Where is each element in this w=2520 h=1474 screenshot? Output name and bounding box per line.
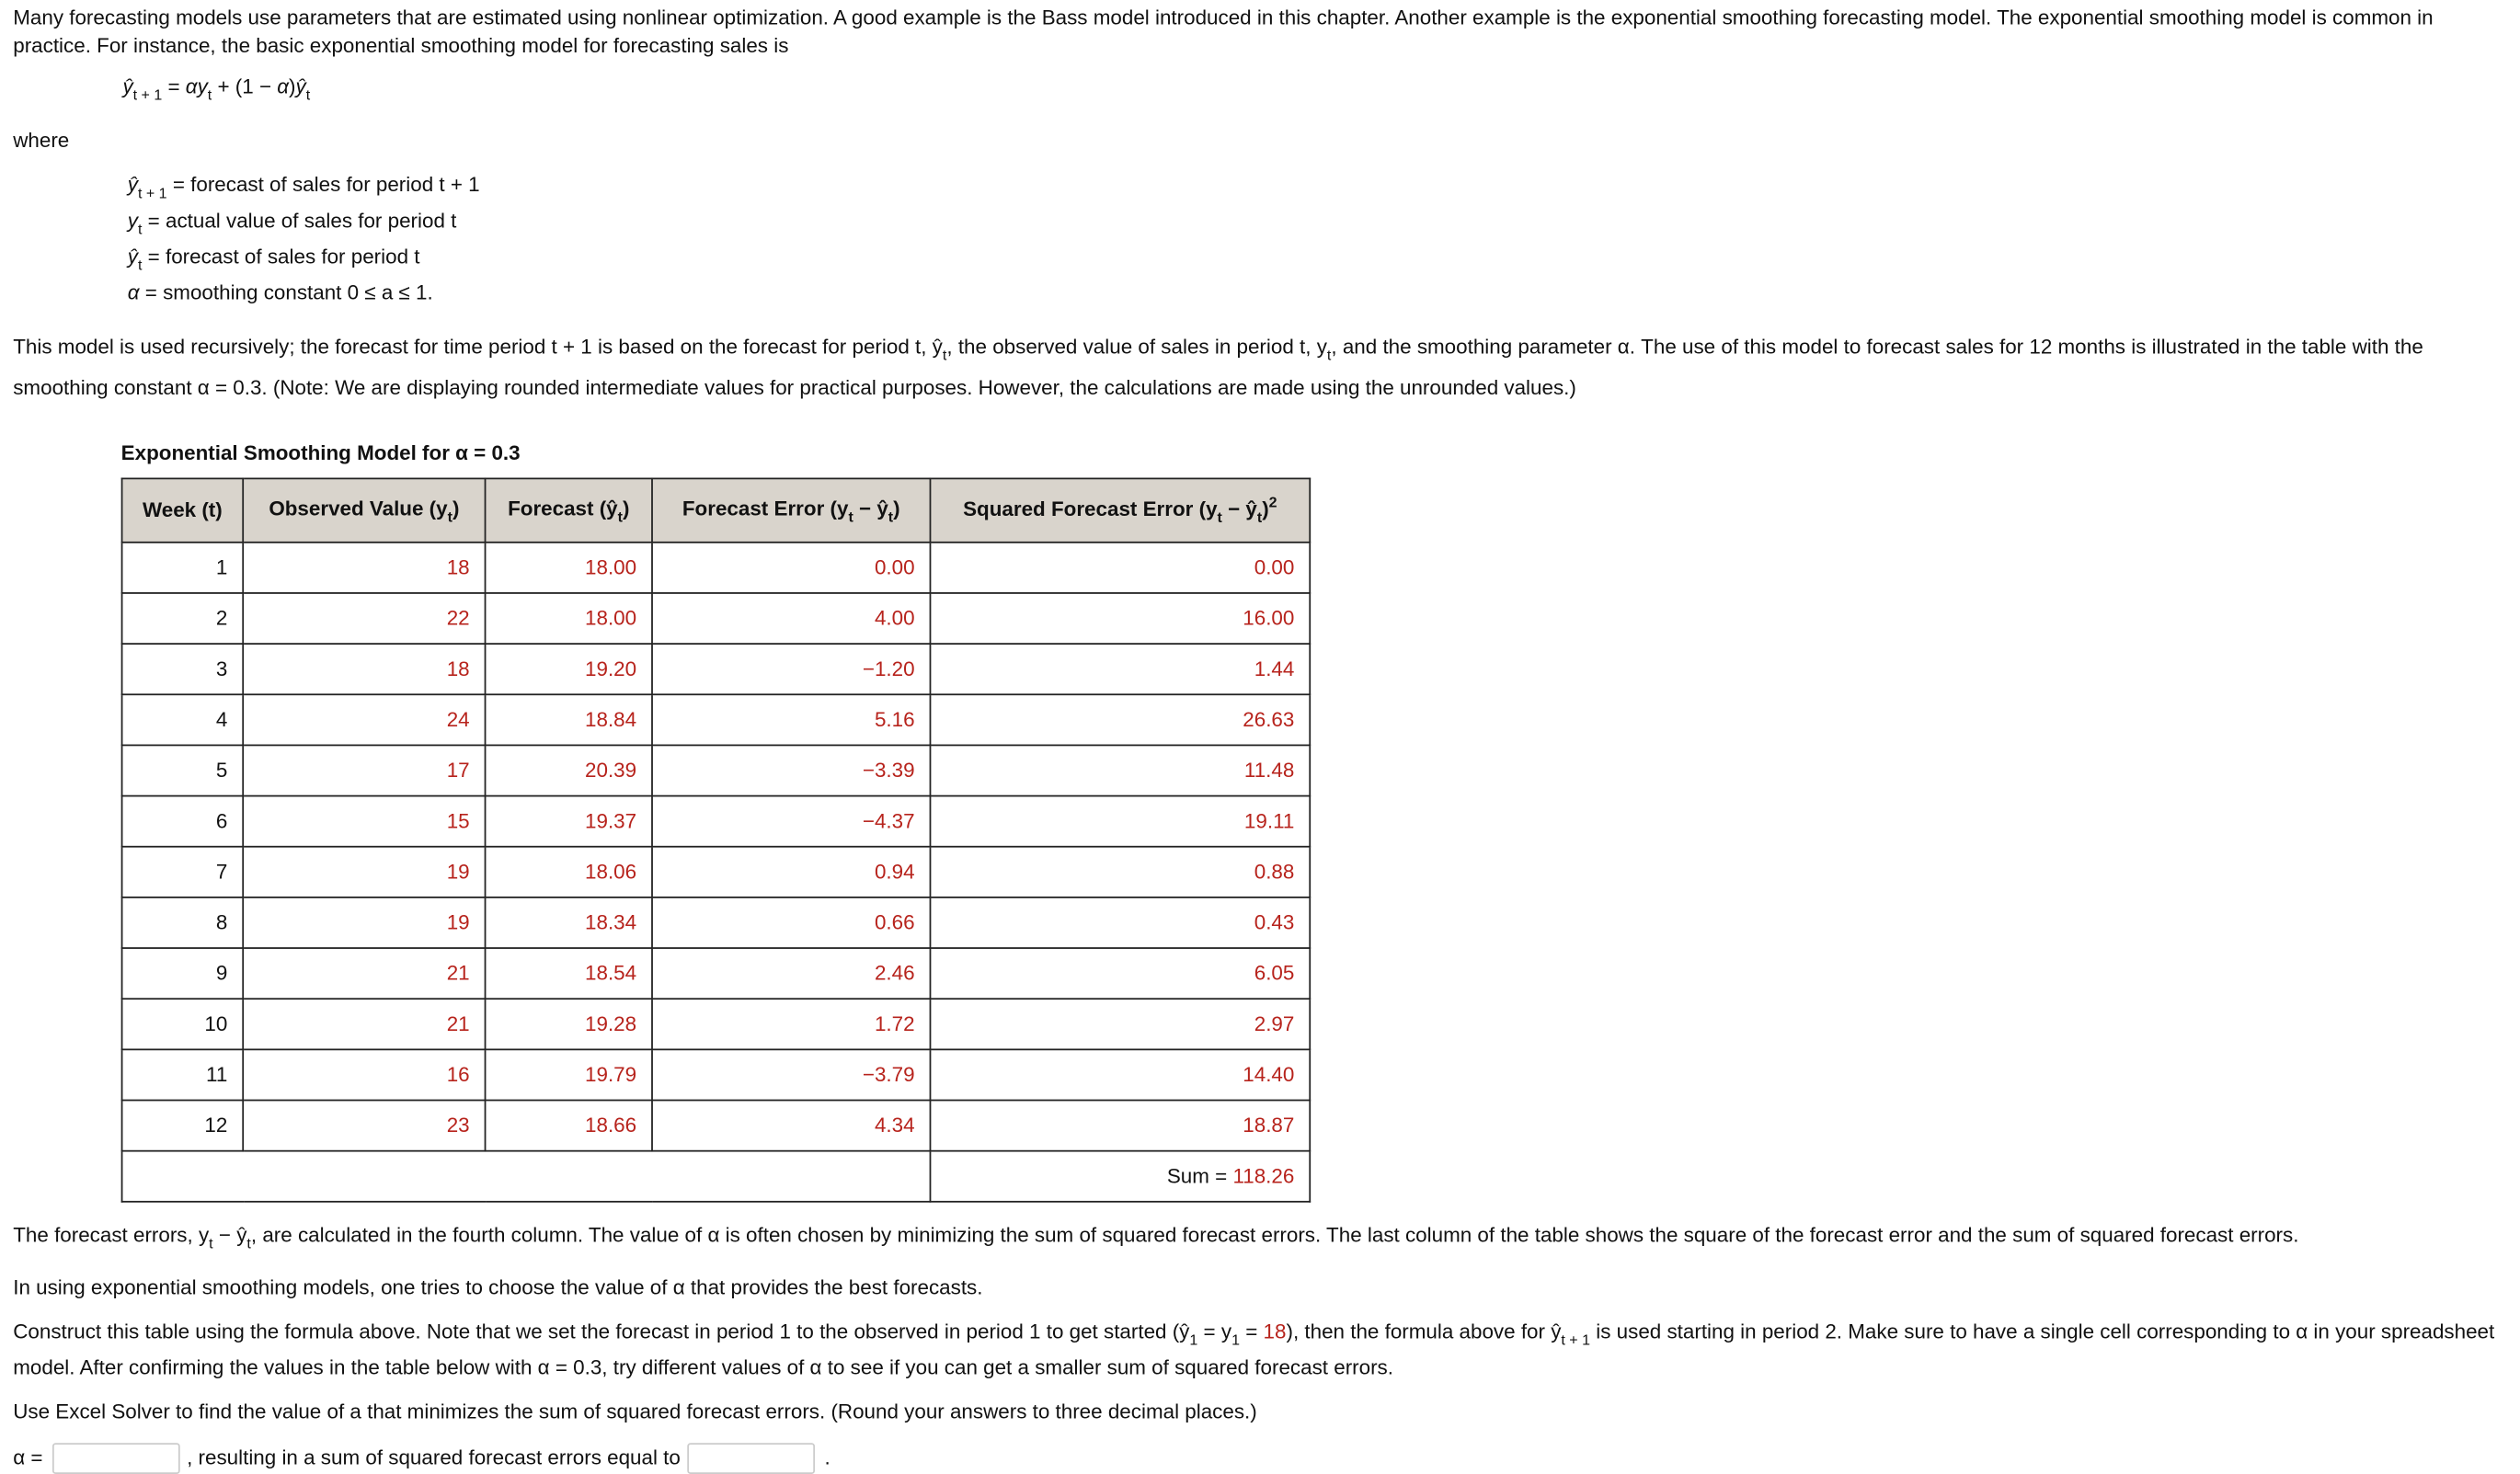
cell-forecast: 18.00	[486, 593, 652, 644]
cell-observed: 19	[243, 897, 485, 948]
answer-end-text: .	[824, 1446, 830, 1469]
cell-squared-error: 1.44	[930, 644, 1310, 694]
table-row	[122, 948, 1311, 999]
def-actual: $y_t$ = actual value of sales for period t	[127, 209, 457, 238]
table-row	[122, 999, 1311, 1049]
cell-error: 1.72	[652, 999, 930, 1049]
definitions-list	[128, 172, 2520, 308]
cell-error: 4.00	[652, 593, 930, 644]
table-caption: Exponential Smoothing Model for α = 0.3	[120, 441, 521, 465]
cell-error: −3.79	[652, 1050, 930, 1101]
answer-line	[0, 1444, 2520, 1474]
sum-row	[122, 1151, 1311, 1202]
cell-forecast: 18.00	[486, 543, 652, 593]
cell-week: 8	[122, 897, 244, 948]
cell-squared-error: 0.00	[930, 543, 1310, 593]
table-row	[122, 695, 1311, 746]
cell-squared-error: 0.43	[930, 897, 1310, 948]
cell-squared-error: 6.05	[930, 948, 1310, 999]
cell-error: 0.66	[652, 897, 930, 948]
intro-paragraph: Many forecasting models use parameters that are estimated using nonlinear optimization. A good example is the Bass model introduced in this chapter. Another example is the exponential smoothing forecasting model. The exponential smoothing model is common in practice. For instance, the basic exponential smoothing model for forecasting sales is	[13, 6, 2434, 58]
cell-week: 9	[122, 948, 244, 999]
errors-paragraph: The forecast errors, $y_t$ − $ŷ_t$, are calculated in the fourth column. The value of α is often chosen by minimizing the sum of squared forecast errors. The last column of the table shows the square of the forecast error and the sum of squared forecast errors.	[13, 1224, 2299, 1252]
alpha-label: α =	[13, 1446, 43, 1469]
table-row	[122, 746, 1311, 796]
cell-observed: 24	[243, 695, 485, 746]
cell-observed: 17	[243, 746, 485, 796]
cell-squared-error: 14.40	[930, 1050, 1310, 1101]
cell-observed: 22	[243, 593, 485, 644]
construct-paragraph: Construct this table using the formula above. Note that we set the forecast in period 1 to the observed in period 1 to get started $(ŷ_1 = y_1 = 18)$, then the formula above for $ŷ_{t + 1}$ is used starting in period 2. Make sure to have a single cell corresponding to α in your spreadsheet model. After confirming the values in the table below with α = 0.3, try different values of α to see if you can get a smaller sum of squared forecast errors.	[13, 1320, 2495, 1380]
header-week: Week (t)	[122, 479, 244, 543]
table-row	[122, 543, 1311, 593]
cell-forecast: 18.34	[486, 897, 652, 948]
cell-forecast: 18.66	[486, 1101, 652, 1151]
table-row	[122, 847, 1311, 897]
cell-week: 4	[122, 695, 244, 746]
cell-forecast: 19.28	[486, 999, 652, 1049]
cell-forecast: 18.84	[486, 695, 652, 746]
cell-week: 5	[122, 746, 244, 796]
cell-observed: 21	[243, 948, 485, 999]
cell-observed: 21	[243, 999, 485, 1049]
cell-error: 2.46	[652, 948, 930, 999]
cell-error: 0.00	[652, 543, 930, 593]
table-row	[122, 796, 1311, 847]
cell-squared-error: 2.97	[930, 999, 1310, 1049]
cell-week: 10	[122, 999, 244, 1049]
cell-forecast: 18.06	[486, 847, 652, 897]
alpha-answer-input[interactable]	[52, 1444, 180, 1474]
cell-observed: 19	[243, 847, 485, 897]
cell-observed: 18	[243, 644, 485, 694]
cell-squared-error: 26.63	[930, 695, 1310, 746]
cell-error: 0.94	[652, 847, 930, 897]
table-row	[122, 1101, 1311, 1151]
cell-error: 4.34	[652, 1101, 930, 1151]
table-header-row	[122, 479, 1311, 543]
header-forecast: Forecast $(ŷ_t)$	[486, 479, 652, 543]
cell-observed: 18	[243, 543, 485, 593]
header-observed: Observed Value $(y_t)$	[243, 479, 485, 543]
cell-week: 2	[122, 593, 244, 644]
cell-squared-error: 19.11	[930, 796, 1310, 847]
where-label: where	[13, 129, 70, 153]
cell-error: −3.39	[652, 746, 930, 796]
cell-week: 12	[122, 1101, 244, 1151]
cell-observed: 16	[243, 1050, 485, 1101]
header-error: Forecast Error ($y_t$ − $ŷ_t$)	[652, 479, 930, 543]
cell-week: 11	[122, 1050, 244, 1101]
cell-week: 1	[122, 543, 244, 593]
sum-row-blank	[122, 1151, 931, 1202]
answer-mid-text: , resulting in a sum of squared forecast errors equal to	[187, 1446, 681, 1469]
cell-week: 7	[122, 847, 244, 897]
cell-error: −4.37	[652, 796, 930, 847]
smoothing-table	[121, 478, 1311, 1203]
table-row	[122, 897, 1311, 948]
cell-error: 5.16	[652, 695, 930, 746]
cell-observed: 23	[243, 1101, 485, 1151]
cell-squared-error: 16.00	[930, 593, 1310, 644]
cell-forecast: 19.37	[486, 796, 652, 847]
table-row	[122, 644, 1311, 694]
header-squared-error: Squared Forecast Error ($y_t$ − $ŷ_t)^2$	[930, 479, 1310, 543]
cell-squared-error: 11.48	[930, 746, 1310, 796]
solver-instruction: Use Excel Solver to find the value of a that minimizes the sum of squared forecast errors. (Round your answers to three decimal places.)	[13, 1400, 1257, 1424]
cell-forecast: 18.54	[486, 948, 652, 999]
smoothing-formula: $ŷ_{t + 1} = \alpha y_t + (1$ − $\alpha)ŷ_t$	[122, 74, 311, 104]
cell-squared-error: 18.87	[930, 1101, 1310, 1151]
cell-forecast: 19.20	[486, 644, 652, 694]
cell-observed: 15	[243, 796, 485, 847]
sum-cell: Sum = 118.26	[930, 1151, 1310, 1202]
table-row	[122, 1050, 1311, 1101]
cell-week: 6	[122, 796, 244, 847]
recursive-paragraph: This model is used recursively; the forecast for time period t + 1 is based on the forecast for period t, $ŷ_t$, the observed value of sales in period t, $y_t$, and the smoothing parameter α. The use of this model to forecast sales for 12 months is illustrated in the table with the smoothing constant α = 0.3. (Note: We are displaying rounded intermediate values for practical purposes. However, the calculations are made using the unrounded values.)	[13, 335, 2423, 400]
cell-forecast: 20.39	[486, 746, 652, 796]
cell-squared-error: 0.88	[930, 847, 1310, 897]
sse-answer-input[interactable]	[687, 1444, 815, 1474]
cell-error: −1.20	[652, 644, 930, 694]
best-forecast-paragraph: In using exponential smoothing models, one tries to choose the value of α that provides the best forecasts.	[13, 1276, 983, 1299]
table-row	[122, 593, 1311, 644]
def-forecast-next: $ŷ_{t + 1}$ = forecast of sales for period t + 1	[127, 173, 480, 202]
cell-week: 3	[122, 644, 244, 694]
def-alpha: α = smoothing constant 0 ≤ a ≤ 1.	[127, 281, 433, 305]
def-forecast: $ŷ_t$ = forecast of sales for period t	[127, 246, 420, 274]
cell-forecast: 19.79	[486, 1050, 652, 1101]
